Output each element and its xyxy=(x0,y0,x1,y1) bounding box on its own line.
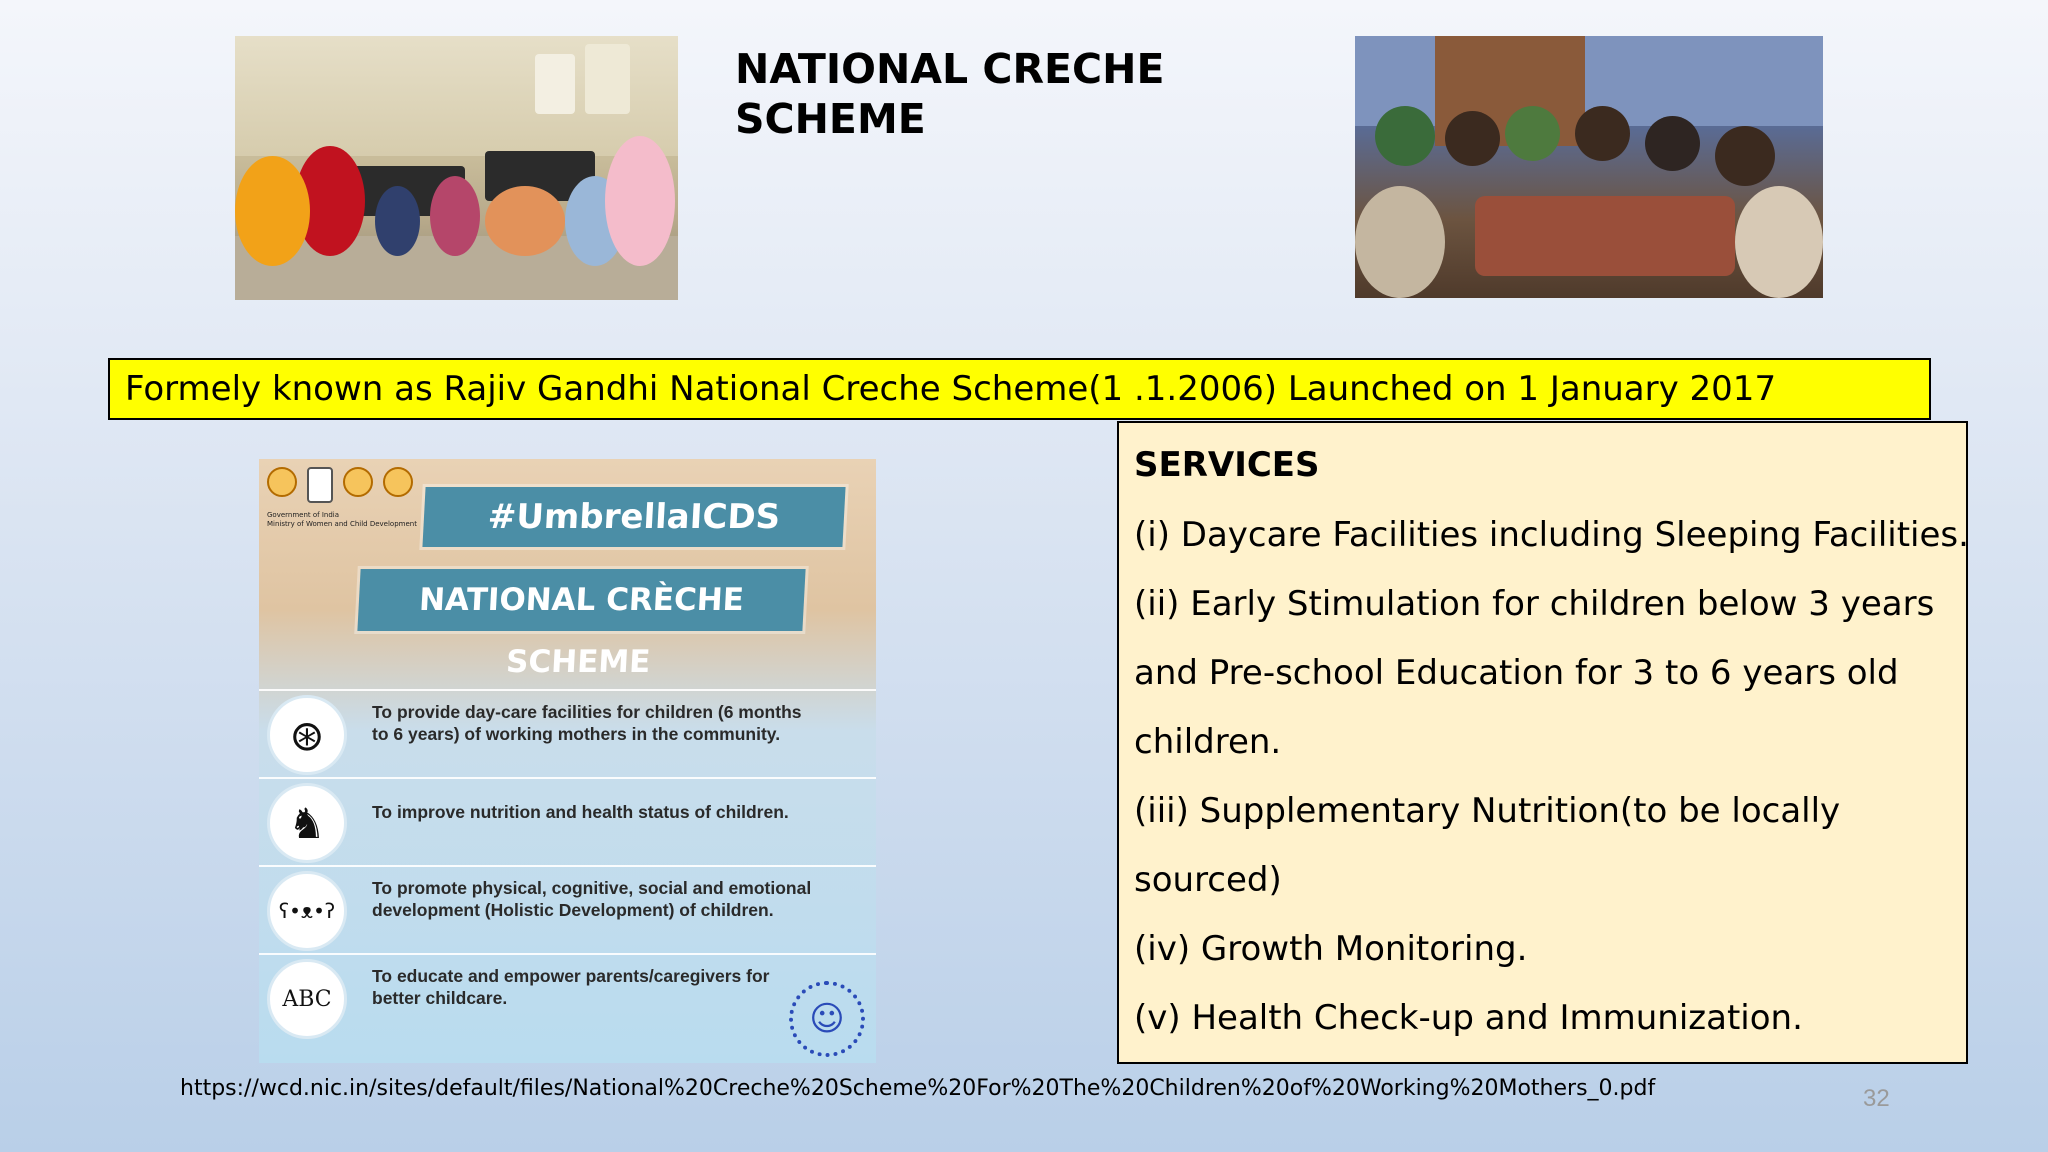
abc-blocks-icon: ABC xyxy=(267,959,347,1039)
pacifier-icon: ⊛ xyxy=(267,695,347,775)
emblem-icon xyxy=(383,467,413,497)
service-line: (iv) Growth Monitoring. xyxy=(1134,929,1528,969)
services-box xyxy=(1117,421,1968,1064)
former-name-banner: Formely known as Rajiv Gandhi National Creche Scheme(1 .1.2006) Launched on 1 January 2017 xyxy=(108,358,1931,420)
slide-number: 32 xyxy=(1863,1085,1890,1112)
service-line: (ii) Early Stimulation for children below 3 years xyxy=(1134,584,1935,624)
objective-item xyxy=(259,953,876,1041)
objective-text: To provide day-care facilities for children (6 months to 6 years) of working mothers in the community. xyxy=(372,702,802,744)
title-line-2: SCHEME xyxy=(735,95,926,143)
service-line: sourced) xyxy=(1134,860,1282,900)
icds-logo-icon: ☺ xyxy=(789,981,865,1057)
service-line: children. xyxy=(1134,722,1282,762)
hashtag-ribbon: #UmbrellaICDS xyxy=(422,487,845,547)
service-line: (v) Health Check-up and Immunization. xyxy=(1134,998,1803,1038)
teddy-bear-icon: ʕ•ᴥ•ʔ xyxy=(267,871,347,951)
objective-text: To improve nutrition and health status of children. xyxy=(372,802,789,822)
services-heading: SERVICES xyxy=(1134,445,1320,485)
scheme-ribbon: NATIONAL CRÈCHE SCHEME xyxy=(357,569,805,631)
emblem-icon xyxy=(343,467,373,497)
source-link[interactable]: https://wcd.nic.in/sites/default/files/National%20Creche%20Scheme%20For%20The%20Children%20of%20Working%20Mothers_0.pdf xyxy=(180,1076,1656,1101)
objective-text: To promote physical, cognitive, social and emotional development (Holistic Development) of children. xyxy=(372,878,812,920)
emblem-icon xyxy=(267,467,297,497)
rocking-horse-icon: ♞ xyxy=(267,783,347,863)
service-line: and Pre-school Education for 3 to 6 years old xyxy=(1134,653,1899,693)
ministry-label xyxy=(267,511,417,529)
objective-item xyxy=(259,777,876,865)
service-line: (iii) Supplementary Nutrition(to be locally xyxy=(1134,791,1841,831)
service-line: (i) Daycare Facilities including Sleeping Facilities. xyxy=(1134,515,1969,555)
national-emblem-icon xyxy=(307,467,333,503)
page-title xyxy=(735,44,1255,144)
ministry-line-2: Ministry of Women and Child Development xyxy=(267,520,417,528)
ministry-emblems xyxy=(267,467,413,503)
children-group-photo xyxy=(1355,36,1823,298)
objective-text: To educate and empower parents/caregivers for better childcare. xyxy=(372,966,770,1008)
objective-item xyxy=(259,689,876,777)
ministry-line-1: Government of India xyxy=(267,511,340,519)
umbrella-icds-poster xyxy=(259,459,876,1063)
objective-item xyxy=(259,865,876,953)
creche-classroom-photo xyxy=(235,36,678,300)
title-line-1: NATIONAL CRECHE xyxy=(735,45,1165,93)
